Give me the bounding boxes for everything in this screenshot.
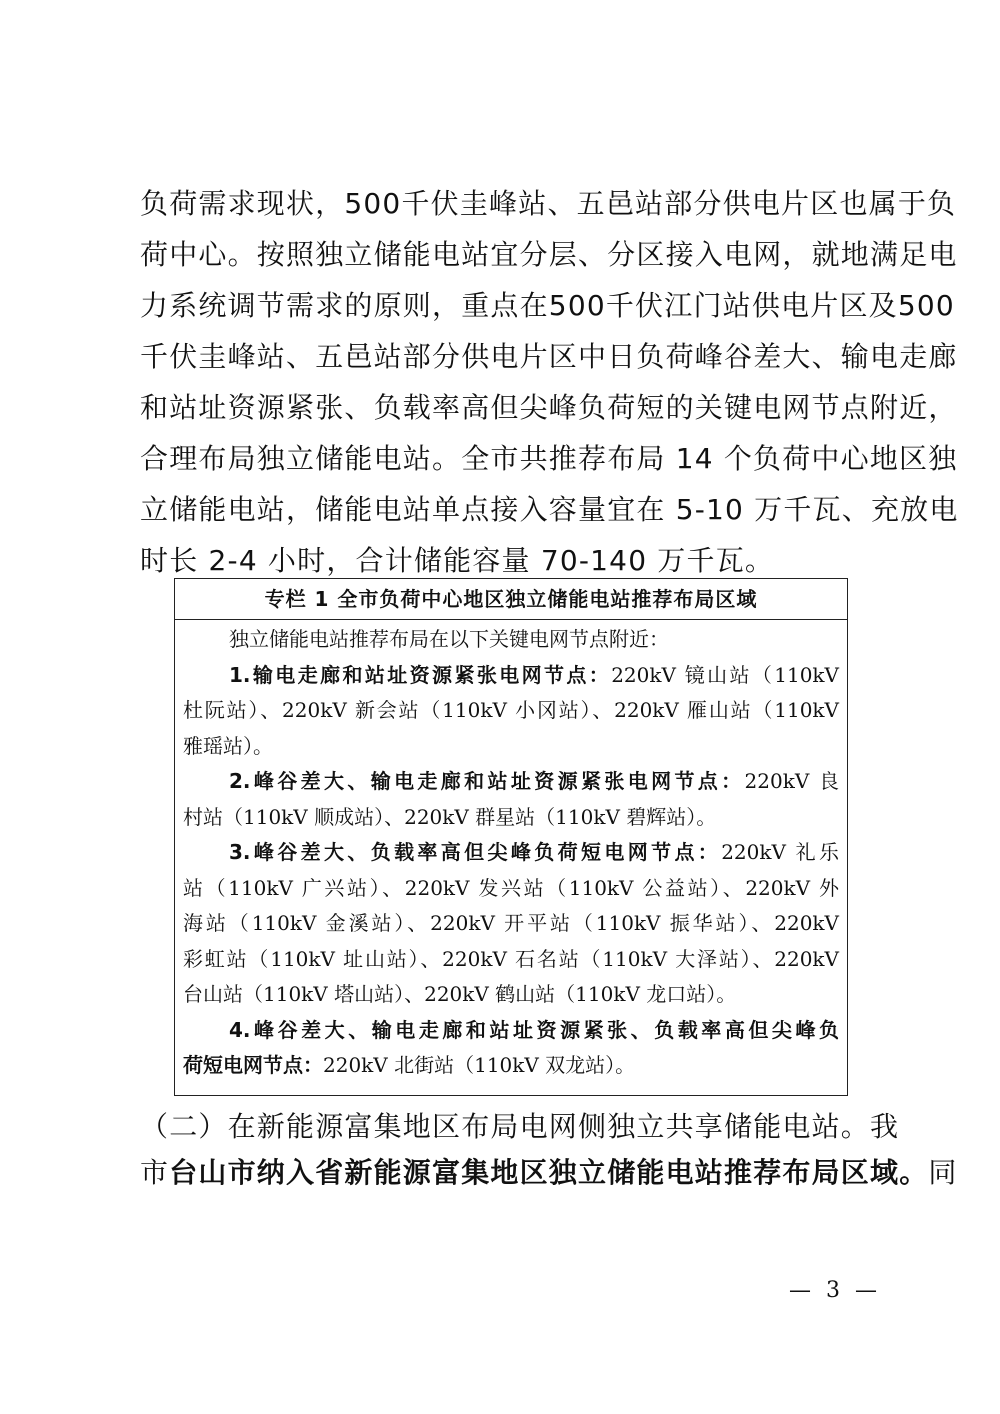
body-paragraph [140, 178, 959, 586]
box-item-2-text: 220kV 良 [744, 769, 840, 793]
section-text: 同 [928, 1156, 958, 1189]
box-item-3-line: 站（110kV 广兴站）、220kV 发兴站（110kV 公益站）、220kV 外 [183, 875, 839, 900]
body-line: 荷中心。按照独立储能电站宜分层、分区接入电网，就地满足电 [140, 238, 958, 271]
box-item-4-heading: 4.峰谷差大、输电走廊和站址资源紧张、负载率高但尖峰负 [229, 1017, 839, 1042]
box-item-2-line: 村站（110kV 顺成站）、220kV 群星站（110kV 碧辉站）。 [183, 804, 717, 829]
box-item-1-line: 杜阮站）、220kV 新会站（110kV 小冈站）、220kV 雁山站（110kV [183, 698, 839, 722]
box-item-3-heading: 3.峰谷差大、负载率高但尖峰负荷短电网节点： [229, 840, 722, 864]
box-item-4-line [183, 1048, 839, 1084]
box-content [175, 620, 847, 1084]
box-item-3-line: 台山站（110kV 塔山站）、220kV 鹤山站（110kV 龙口站）。 [183, 982, 737, 1006]
box-title: 专栏 1 全市负荷中心地区独立储能电站推荐布局区域 [175, 579, 847, 620]
box-item-3-line: 彩虹站（110kV 址山站）、220kV 石名站（110kV 大泽站）、220kV [183, 946, 839, 971]
box-item-3-line [183, 835, 839, 871]
sidebar-box-column-1 [174, 578, 848, 1096]
box-item-2-heading: 2.峰谷差大、输电走廊和站址资源紧张电网节点： [229, 769, 745, 793]
box-item-1-heading: 1.输电走廊和站址资源紧张电网节点： [229, 662, 612, 687]
box-item-2-line [183, 764, 839, 800]
body-line: 立储能电站，储能电站单点接入容量宜在 5-10 万千瓦、充放电 [140, 493, 959, 526]
body-line: 千伏圭峰站、五邑站部分供电片区中日负荷峰谷差大、输电走廊 [140, 340, 958, 373]
box-item-4-heading-cont: 荷短电网节点： [183, 1053, 323, 1077]
page-number: — 3 — [789, 1278, 881, 1303]
body-line: 和站址资源紧张、负载率高但尖峰负荷短的关键电网节点附近， [140, 391, 958, 424]
body-line: 负荷需求现状，500千伏圭峰站、五邑站部分供电片区也属于负 [140, 187, 957, 220]
section-paragraph [140, 1104, 958, 1196]
body-line: 力系统调节需求的原则，重点在500千伏江门站供电片区及500 [140, 289, 955, 322]
box-item-1-text: 220kV 镜山站（110kV [611, 662, 839, 687]
box-item-4-text: 220kV 北街站（110kV 双龙站）。 [323, 1053, 636, 1077]
body-line: 时长 2-4 小时，合计储能容量 70-140 万千瓦。 [140, 544, 775, 577]
section-text: 市 [140, 1156, 170, 1189]
body-line: 合理布局独立储能电站。全市共推荐布局 14 个负荷中心地区独 [140, 442, 958, 475]
box-item-3-line: 海站（110kV 金溪站）、220kV 开平站（110kV 振华站）、220kV [183, 911, 839, 935]
box-item-3-text: 220kV 礼乐 [721, 840, 840, 864]
box-item-1-line: 雅瑶站）。 [183, 733, 273, 758]
section-line [140, 1150, 958, 1196]
section-bold-text: 台山市纳入省新能源富集地区独立储能电站推荐布局区域。 [169, 1156, 929, 1189]
box-intro: 独立储能电站推荐布局在以下关键电网节点附近： [229, 627, 669, 651]
section-line: （二）在新能源富集地区布局电网侧独立共享储能电站。我 [140, 1110, 900, 1143]
box-item-1-line [183, 658, 839, 694]
